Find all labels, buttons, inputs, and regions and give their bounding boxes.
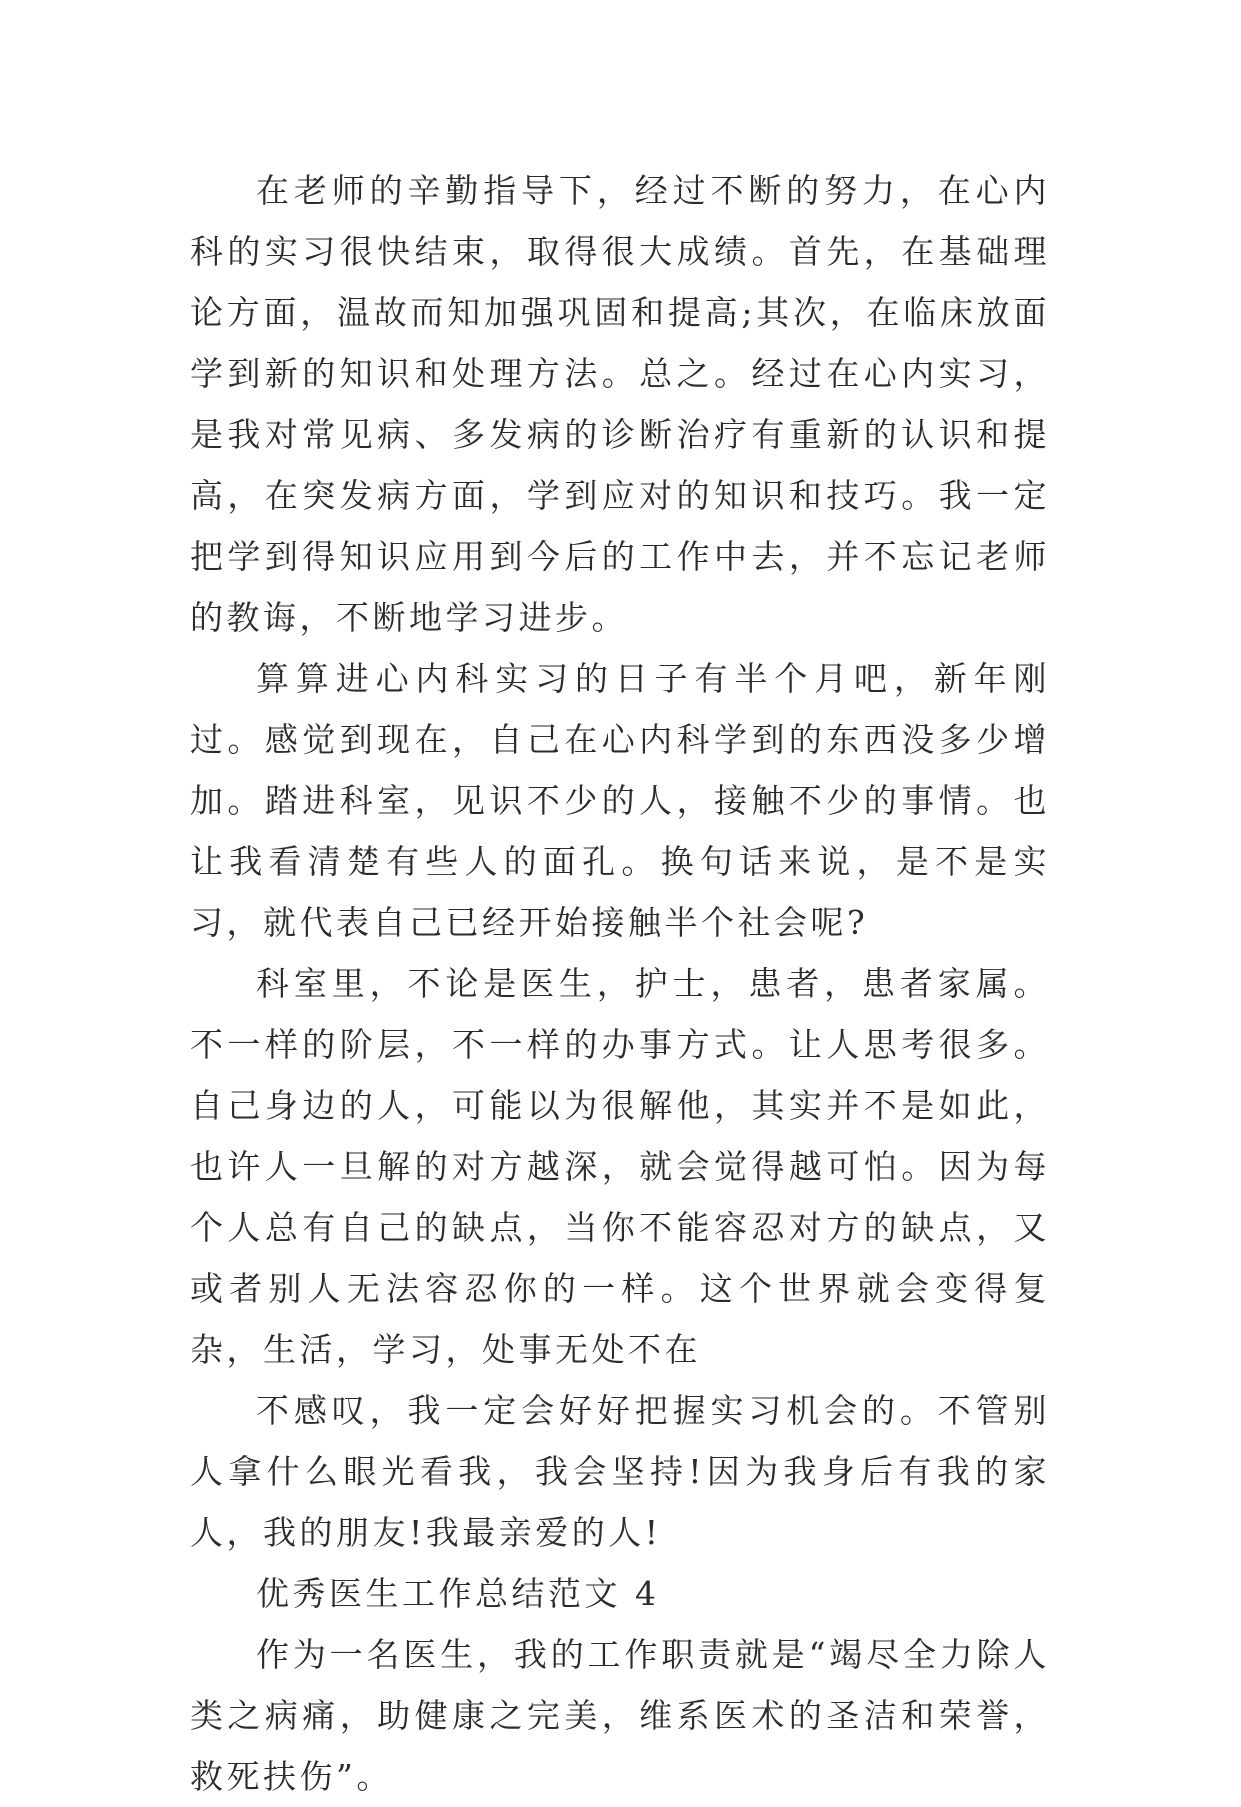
document-body: [190, 160, 1050, 1807]
paragraph-internship-summary: 在老师的辛勤指导下，经过不断的努力，在心内科的实习很快结束，取得很大成绩。首先，在基础理论方面，温故而知加强巩固和提高;其次，在临床放面学到新的知识和处理方法。总之。经过在心内实习，是我对常见病、多发病的诊断治疗有重新的认识和提高，在突发病方面，学到应对的知识和技巧。我一定把学到得知识应用到今后的工作中去，并不忘记老师的教诲，不断地学习进步。: [190, 171, 1050, 637]
paragraph-half-month: 算算进心内科实习的日子有半个月吧，新年刚过。感觉到现在，自己在心内科学到的东西没多少增加。踏进科室，见识不少的人，接触不少的事情。也让我看清楚有些人的面孔。换句话来说，是不是实习，就代表自己已经开始接触半个社会呢?: [190, 659, 1050, 942]
paragraph-department: 科室里，不论是医生，护士，患者，患者家属。不一样的阶层，不一样的办事方式。让人思考很多。自己身边的人，可能以为很解他，其实并不是如此，也许人一旦解的对方越深，就会觉得越可怕。因为每个人总有自己的缺点，当你不能容忍对方的缺点，又或者别人无法容忍你的一样。这个世界就会变得复杂，生活，学习，处事无处不在: [190, 964, 1050, 1369]
paragraph-resolution: 不感叹，我一定会好好把握实习机会的。不管别人拿什么眼光看我，我会坚持!因为我身后有我的家人，我的朋友!我最亲爱的人!: [190, 1391, 1050, 1552]
section-heading: 优秀医生工作总结范文 4: [256, 1574, 660, 1613]
paragraph-doctor-duty: 作为一名医生，我的工作职责就是“竭尽全力除人类之病痛，助健康之完美，维系医术的圣洁和荣誉，救死扶伤”。: [190, 1635, 1050, 1796]
